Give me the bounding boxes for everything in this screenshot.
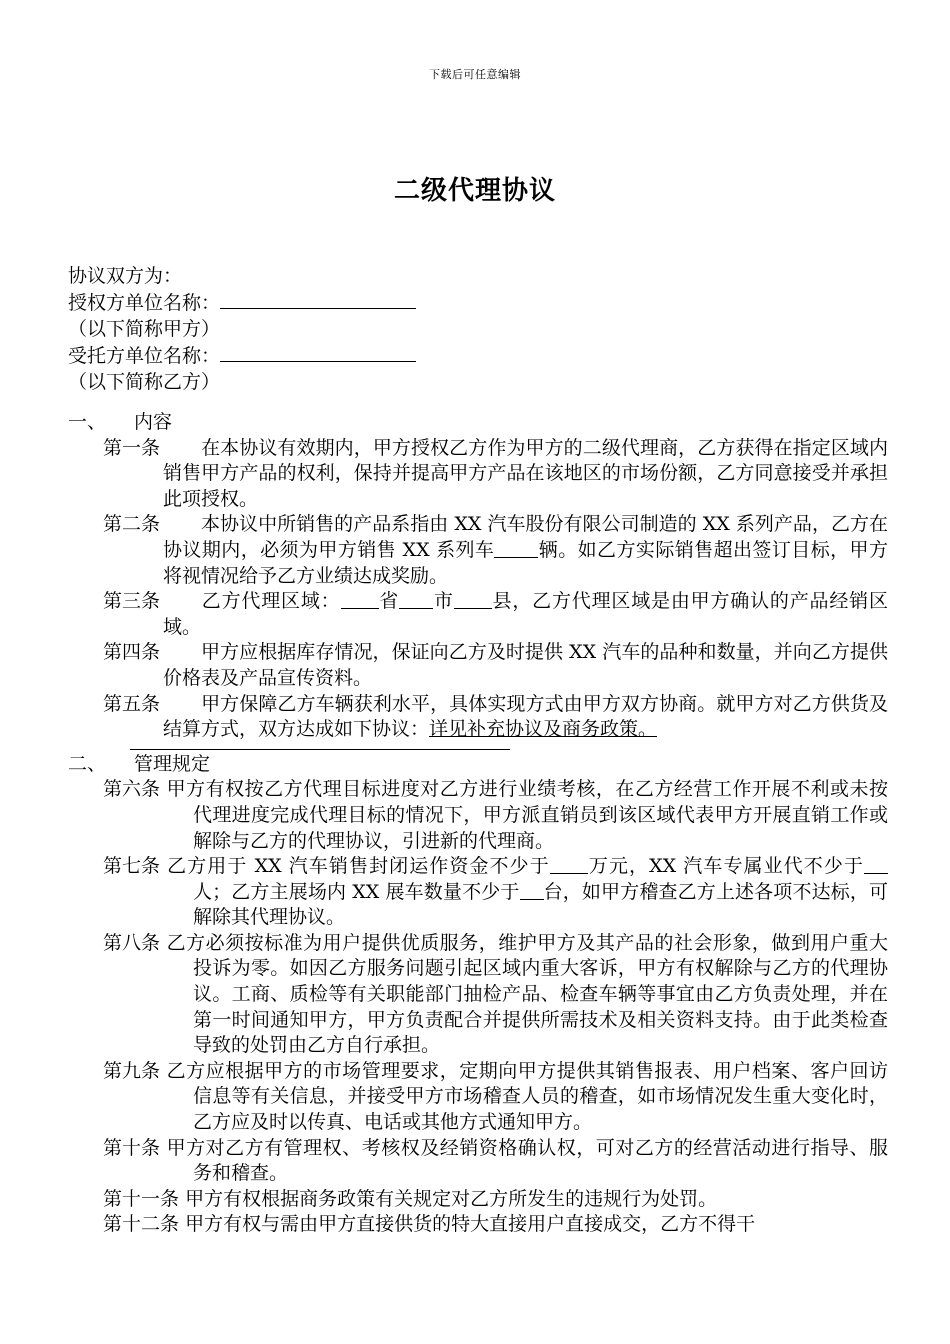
grantor-line xyxy=(68,290,416,317)
article-label: 第一条 xyxy=(103,436,161,459)
page-header-note: 下载后可任意编辑 xyxy=(429,68,521,81)
article-7 xyxy=(68,854,888,931)
article-11 xyxy=(68,1187,888,1213)
underline-rule xyxy=(130,749,510,750)
article-label: 第十一条 xyxy=(103,1187,180,1210)
article-text: 甲方保障乙方车辆获利水平，具体实现方式由甲方双方协商。就甲方对乙方供货及结算方式，双方达成如下协议： xyxy=(163,692,888,741)
grantee-alias: （以下简称乙方） xyxy=(68,371,221,393)
article-text-cont: 辆。如乙方实际销售超出签订目标，甲方将视情况给予乙方业绩达成奖励。 xyxy=(163,538,888,587)
city-blank[interactable] xyxy=(399,590,433,609)
article-text-cont: 台，如甲方稽查乙方上述各项不达标，可解除其代理协议。 xyxy=(193,880,888,929)
article-6 xyxy=(68,777,888,854)
article-text: 本协议中所销售的产品系指由 XX 汽车股份有限公司制造的 XX 系列产品，乙方在协议期内，必须为甲方销售 XX 系列车 xyxy=(163,513,888,561)
article-label: 第九条 xyxy=(103,1059,161,1082)
article-label: 第七条 xyxy=(103,855,161,878)
county-blank[interactable] xyxy=(454,590,492,609)
article-text: 甲方有权与需由甲方直接供货的特大直接用户直接成交，乙方不得干 xyxy=(185,1213,756,1236)
article-label: 第十条 xyxy=(103,1136,161,1159)
article-text-cont: 万元，XX 汽车专属业代不少于 xyxy=(587,855,865,878)
grantee-name-blank[interactable] xyxy=(220,345,416,362)
section-title: 内容 xyxy=(134,411,173,433)
article-text: 乙方必须按标准为用户提供优质服务，维护甲方及其产品的社会形象，做到用户重大投诉为零。如因乙方服务问题引起区域内重大客诉，甲方有权解除与乙方的代理协议。工商、质检等有关职能部门抽检产品、检查车辆等事宜由乙方负责处理，并在第一时间通知甲方，甲方负责配合并提供所需技术及相关资料支持。由于此类检查导致的处罚由乙方自行承担。 xyxy=(166,931,888,1057)
article-1 xyxy=(68,436,888,513)
article-10 xyxy=(68,1136,888,1187)
section-number: 一、 xyxy=(68,411,107,433)
article-text: 甲方对乙方有管理权、考核权及经销资格确认权，可对乙方的经营活动进行指导、服务和稽查。 xyxy=(166,1136,888,1185)
section-title: 管理规定 xyxy=(134,752,211,775)
article-9 xyxy=(68,1059,888,1136)
article-text: 甲方应根据库存情况，保证向乙方及时提供 XX 汽车的品种和数量，并向乙方提供价格表及产品宣传资料。 xyxy=(163,641,888,689)
article-text: 乙方代理区域： xyxy=(201,590,341,613)
article-text-cont: 县，乙方代理区域是由甲方确认的产品经销区域。 xyxy=(163,590,888,638)
display-car-count-blank[interactable] xyxy=(520,881,544,900)
grantor-label: 授权方单位名称： xyxy=(68,291,221,314)
city-suffix: 市 xyxy=(433,590,454,613)
vehicle-count-blank[interactable] xyxy=(494,539,538,558)
article-12 xyxy=(68,1212,888,1238)
article-label: 第十二条 xyxy=(103,1213,180,1236)
section-number: 二、 xyxy=(68,752,107,775)
document-title: 二级代理协议 xyxy=(393,176,556,206)
staff-count-blank[interactable] xyxy=(864,855,888,874)
section-heading-content xyxy=(68,410,888,436)
article-label: 第二条 xyxy=(103,513,161,536)
province-suffix: 省 xyxy=(378,590,400,613)
article-label: 第三条 xyxy=(103,590,161,613)
article-text: 在本协议有效期内，甲方授权乙方作为甲方的二级代理商，乙方获得在指定区域内销售甲方产品的权利，保持并提高甲方产品在该地区的市场份额，乙方同意接受并承担此项授权。 xyxy=(163,436,888,510)
grantee-line xyxy=(68,343,416,370)
parties-block xyxy=(68,263,416,396)
article-4 xyxy=(68,640,888,691)
section-heading-management xyxy=(68,752,888,778)
grantor-name-blank[interactable] xyxy=(220,292,416,309)
article-8 xyxy=(68,931,888,1059)
article-text: 甲方有权按乙方代理目标进度对乙方进行业绩考核，在乙方经营工作开展不利或未按代理进度完成代理目标的情况下，甲方派直销员到该区域代表甲方开展直销工作或解除与乙方的代理协议，引进新的代理商。 xyxy=(166,778,888,852)
article-label: 第六条 xyxy=(103,778,161,801)
agreement-body xyxy=(68,410,888,1238)
parties-intro: 协议双方为： xyxy=(68,265,183,287)
article-text: 乙方应根据甲方的市场管理要求，定期向甲方提供其销售报表、用户档案、客户回访信息等有关信息，并接受甲方市场稽查人员的稽查，如市场情况发生重大变化时，乙方应及时以传真、电话或其他方式通知甲方。 xyxy=(166,1059,888,1134)
article-label: 第四条 xyxy=(103,641,161,664)
article-label: 第五条 xyxy=(103,692,161,715)
article-text: 乙方用于 XX 汽车销售封闭运作资金不少于 xyxy=(167,855,550,878)
supplementary-reference: 详见补充协议及商务政策。 xyxy=(429,718,658,741)
grantor-alias: （以下简称甲方） xyxy=(68,318,221,340)
article-2 xyxy=(68,512,888,589)
article-text: 甲方有权根据商务政策有关规定对乙方所发生的违规行为处罚。 xyxy=(185,1187,718,1210)
article-3 xyxy=(68,589,888,640)
grantee-label: 受托方单位名称： xyxy=(68,344,221,367)
province-blank[interactable] xyxy=(341,590,379,609)
article-text-cont: 人；乙方主展场内 XX 展车数量不少于 xyxy=(193,880,520,903)
article-label: 第八条 xyxy=(103,931,161,954)
article-5 xyxy=(68,692,888,743)
capital-amount-blank[interactable] xyxy=(550,855,588,874)
